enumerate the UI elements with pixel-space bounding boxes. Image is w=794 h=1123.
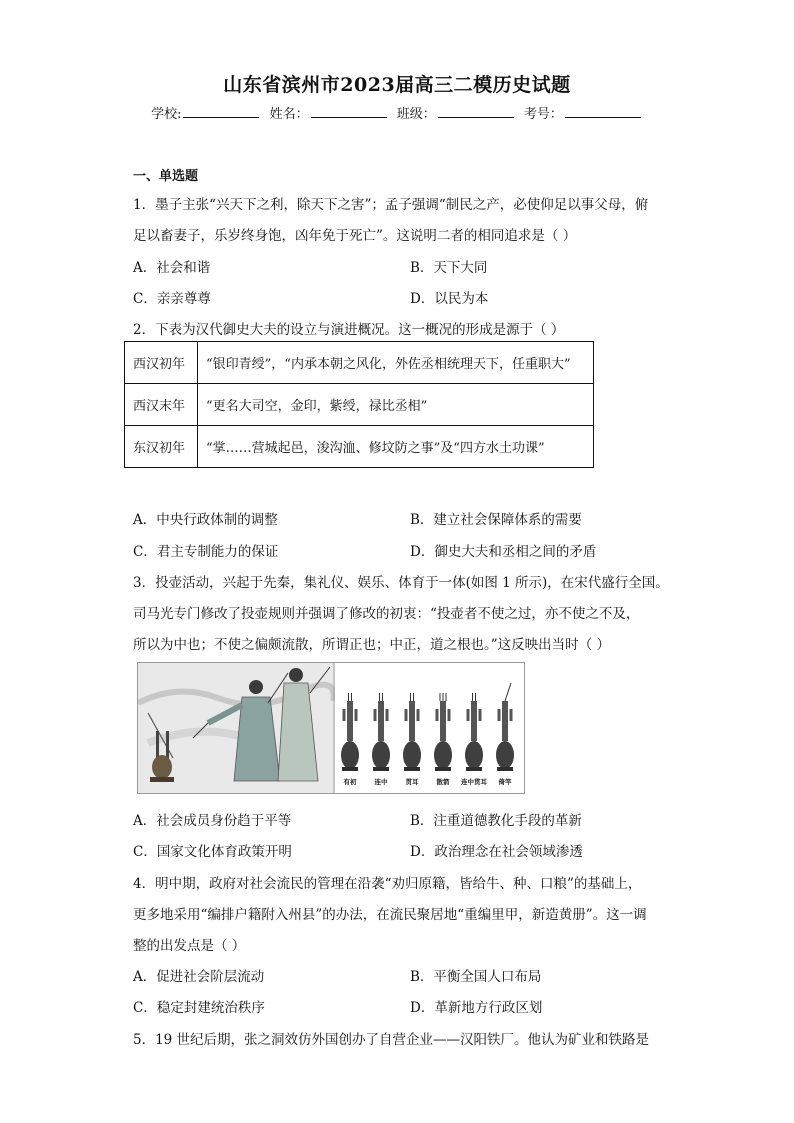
section-heading: 一、单选题	[133, 169, 199, 184]
number-label: 考号：	[523, 107, 563, 122]
school-blank[interactable]	[183, 105, 259, 118]
school-label: 学校:	[151, 107, 182, 122]
table-cell-desc: “银印青绶”，“内承本朝之风化，外佐丞相统理天下，任重职大”	[198, 342, 594, 384]
q4-option-b[interactable]: B．平衡全国人口布局	[410, 969, 542, 985]
q3-stem-line1: 3．投壶活动，兴起于先秦，集礼仪、娱乐、体育于一体(如图 1 所示)，在宋代盛行全国。	[133, 575, 669, 591]
q2-option-c[interactable]: C．君主专制能力的保证	[133, 544, 279, 560]
name-blank[interactable]	[311, 105, 387, 118]
q2-table	[124, 341, 594, 468]
student-info-line	[0, 103, 794, 122]
q4-stem-line1: 4．明中期，政府对社会流民的管理在沿袭“劝归原籍，皆给牛、种、口粮”的基础上，	[133, 876, 642, 892]
q3-option-d[interactable]: D．政治理念在社会领域渗透	[410, 844, 583, 860]
q2-option-d[interactable]: D．御史大夫和丞相之间的矛盾	[410, 544, 597, 560]
q4-option-d[interactable]: D．革新地方行政区划	[410, 1000, 543, 1016]
table-cell-period: 东汉初年	[125, 426, 198, 468]
q3-option-a[interactable]: A．社会成员身份趋于平等	[133, 813, 292, 829]
touhu-label: 有初	[343, 778, 357, 786]
q1-stem-line1: 1．墨子主张“兴天下之利，除天下之害”；孟子强调“制民之产，必使仰足以事父母，俯	[133, 197, 649, 213]
q4-stem-line2: 更多地采用“编排户籍附入州县”的办法，在流民聚居地“重编里甲，新造黄册”。这一调	[133, 907, 647, 923]
table-cell-desc: “更名大司空，金印，紫绶，禄比丞相”	[198, 384, 594, 426]
touhu-figure	[137, 662, 525, 794]
q4-option-a[interactable]: A．促进社会阶层流动	[133, 969, 265, 985]
table-row	[125, 384, 594, 426]
number-blank[interactable]	[565, 105, 641, 118]
table-cell-period: 西汉末年	[125, 384, 198, 426]
name-label: 姓名：	[269, 107, 309, 122]
q3-option-b[interactable]: B．注重道德教化手段的革新	[410, 813, 582, 829]
q4-stem-line3: 整的出发点是（ ）	[133, 938, 246, 954]
q3-stem-line3: 所以为中也；不使之偏颇流散，所谓正也；中正，道之根也。”这反映出当时（ ）	[133, 637, 610, 653]
q1-option-a[interactable]: A．社会和谐	[133, 260, 211, 276]
table-cell-desc: “掌……营城起邑，浚沟洫、修坟防之事”及“四方水土功课”	[198, 426, 594, 468]
q2-option-a[interactable]: A．中央行政体制的调整	[133, 512, 278, 528]
table-cell-period: 西汉初年	[125, 342, 198, 384]
touhu-label: 贯耳	[405, 778, 419, 786]
class-label: 班级：	[396, 107, 436, 122]
q4-option-c[interactable]: C．稳定封建统治秩序	[133, 1000, 265, 1016]
table-row	[125, 426, 594, 468]
touhu-label: 倚竿	[498, 778, 512, 786]
q3-stem-line2: 司马光专门修改了投壶规则并强调了修改的初衷：“投壶者不使之过，亦不使之不及，	[133, 606, 640, 622]
touhu-label: 连中	[374, 778, 388, 786]
q2-stem: 2．下表为汉代御史大夫的设立与演进概况。这一概况的形成是源于（ ）	[133, 322, 565, 338]
touhu-label: 散箭	[436, 778, 450, 786]
class-blank[interactable]	[438, 105, 514, 118]
touhu-label: 连中贯耳	[461, 778, 487, 786]
q1-stem-line2: 足以畜妻子，乐岁终身饱，凶年免于死亡”。这说明二者的相同追求是（ ）	[133, 228, 577, 244]
q1-option-b[interactable]: B．天下大同	[410, 260, 488, 276]
exam-title: 山东省滨州市2023届高三二模历史试题	[223, 74, 571, 96]
q5-stem-line1: 5．19 世纪后期，张之洞效仿外国创办了自营企业——汉阳铁厂。他认为矿业和铁路是	[133, 1032, 650, 1048]
table-row	[125, 342, 594, 384]
q1-option-d[interactable]: D．以民为本	[410, 291, 489, 307]
q2-option-b[interactable]: B．建立社会保障体系的需要	[410, 512, 582, 528]
q1-option-c[interactable]: C．亲亲尊尊	[133, 291, 211, 307]
q3-option-c[interactable]: C．国家文化体育政策开明	[133, 844, 292, 860]
